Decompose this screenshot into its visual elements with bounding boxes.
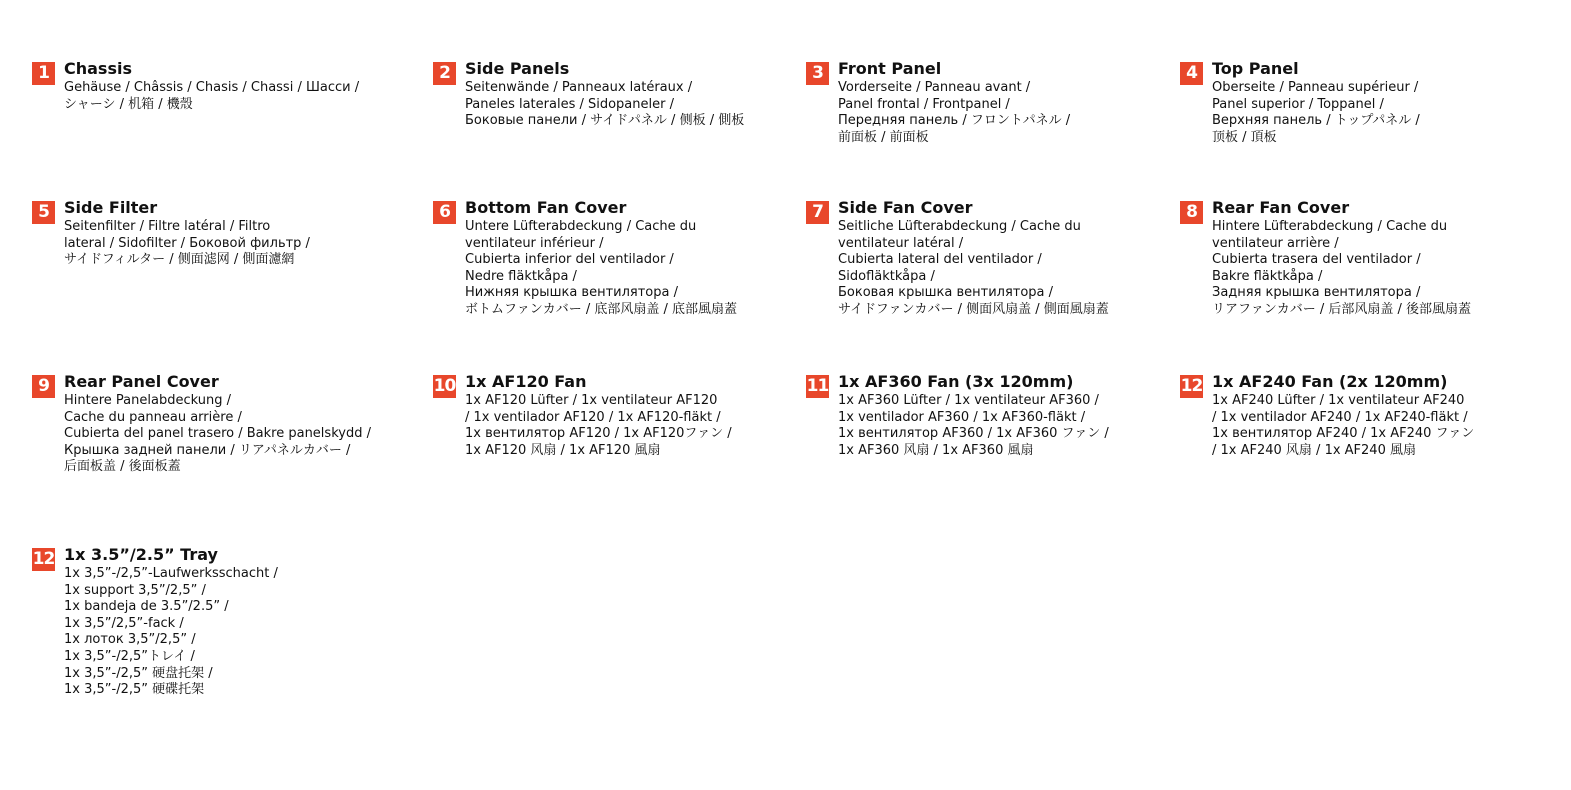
part-number-badge: 1 [32,62,55,85]
part-translations [838,80,1168,146]
part-name: 1x AF240 Fan (2x 120mm) [1212,372,1448,391]
part-translations [465,80,795,130]
translation-line: / 1x ventilador AF240 / 1x AF240-fläkt / [1212,409,1468,425]
translation-line: 后面板盖 / 後面板蓋 [64,459,181,475]
part-name: Rear Fan Cover [1212,198,1350,217]
translation-line: 1x 3,5”-/2,5”-Laufwerksschacht / [64,566,278,581]
translation-line: サイドフィルター / 侧面滤网 / 側面濾網 [64,252,295,268]
translation-line: Задняя крышка вентилятора / [1212,285,1421,301]
translation-line: Боковые панели / サイドパネル / 侧板 / 側板 [465,113,745,129]
translation-line: lateral / Sidofilter / Боковой фильтр / [64,235,310,251]
translation-line: 1x ventilador AF360 / 1x AF360-fläkt / [838,409,1086,425]
translation-line: ボトムファンカバー / 底部风扇盖 / 底部風扇蓋 [465,301,738,317]
part-number-badge: 3 [806,62,829,85]
part-number-badge: 11 [806,376,829,396]
translation-line: 1x support 3,5”/2,5” / [64,582,206,598]
part-translations [64,80,394,113]
translation-line: 1x вентилятор AF120 / 1x AF120ファン / [465,426,732,442]
part-number-badge: 6 [433,201,456,224]
part-name: Front Panel [838,59,942,78]
translation-line: 1x AF240 Lüfter / 1x ventilateur AF240 [1212,393,1465,408]
translation-line: 1x 3,5”-/2,5” 硬碟托架 [64,682,205,698]
translation-line: Seitliche Lüfterabdeckung / Cache du [838,219,1081,234]
translation-line: Hintere Panelabdeckung / [64,393,231,408]
translation-line: 1x 3,5”-/2,5”トレイ / [64,648,195,664]
translation-line: Bakre fläktkåpa / [1212,268,1323,284]
translation-line: Cubierta lateral del ventilador / [838,252,1042,268]
part-number-badge: 8 [1180,201,1203,224]
part-number-badge: 9 [32,375,55,398]
translation-line: Panel superior / Toppanel / [1212,96,1384,112]
translation-line: Крышка задней панели / リアパネルカバー / [64,442,351,458]
translation-line: 1x AF360 风扇 / 1x AF360 風扇 [838,442,1034,458]
translation-line: 1x AF360 Lüfter / 1x ventilateur AF360 / [838,393,1099,408]
part-translations [838,393,1168,459]
part-translations [1212,219,1542,319]
translation-line: 1x AF120 风扇 / 1x AF120 風扇 [465,442,661,458]
part-name: Rear Panel Cover [64,372,219,391]
translation-line: Cubierta inferior del ventilador / [465,252,674,268]
translation-line: Gehäuse / Châssis / Chasis / Chassi / Шасси / [64,80,360,95]
translation-line: Nedre fläktkåpa / [465,268,577,284]
translation-line: ventilateur latéral / [838,235,964,251]
translation-line: / 1x AF240 风扇 / 1x AF240 風扇 [1212,442,1416,458]
part-translations [1212,80,1542,146]
translation-line: 1x вентилятор AF240 / 1x AF240 ファン [1212,426,1475,442]
part-number-badge: 10 [433,376,456,396]
translation-line: 1x вентилятор AF360 / 1x AF360 ファン / [838,426,1109,442]
translation-line: サイドファンカバー / 侧面风扇盖 / 側面風扇蓋 [838,301,1109,317]
part-name: Top Panel [1212,59,1299,78]
translation-line: ventilateur inférieur / [465,235,604,251]
translation-line: 前面板 / 前面板 [838,129,929,145]
translation-line: Oberseite / Panneau supérieur / [1212,80,1419,95]
part-number-badge: 5 [32,201,55,224]
translation-line: リアファンカバー / 后部风扇盖 / 後部風扇蓋 [1212,301,1472,317]
translation-line: 1x 3,5”/2,5”-fack / [64,615,184,631]
translation-line: Untere Lüfterabdeckung / Cache du [465,219,697,234]
translation-line: Paneles laterales / Sidopaneler / [465,96,674,112]
part-name: 1x AF360 Fan (3x 120mm) [838,372,1074,391]
part-number-badge: 2 [433,62,456,85]
part-number-badge: 12 [1180,376,1203,396]
translation-line: Vorderseite / Panneau avant / [838,80,1031,95]
translation-line: Верхняя панель / トップパネル / [1212,113,1420,129]
translation-line: / 1x ventilador AF120 / 1x AF120-fläkt / [465,409,721,425]
translation-line: Cache du panneau arrière / [64,409,242,425]
part-name: 1x AF120 Fan [465,372,587,391]
translation-line: 1x AF120 Lüfter / 1x ventilateur AF120 [465,393,718,408]
part-name: Side Fan Cover [838,198,973,217]
part-translations [838,219,1168,319]
part-name: 1x 3.5”/2.5” Tray [64,545,218,564]
part-translations [465,393,795,459]
part-number-badge: 7 [806,201,829,224]
part-translations [465,219,795,319]
translation-line: Panel frontal / Frontpanel / [838,96,1010,112]
part-name: Side Filter [64,198,158,217]
translation-line: Нижняя крышка вентилятора / [465,285,678,301]
translation-line: Боковая крышка вентилятора / [838,285,1054,301]
part-translations [64,393,394,476]
part-number-badge: 4 [1180,62,1203,85]
translation-line: Hintere Lüfterabdeckung / Cache du [1212,219,1448,234]
translation-line: シャーシ / 机箱 / 機殼 [64,96,193,112]
translation-line: Seitenfilter / Filtre latéral / Filtro [64,219,271,234]
translation-line: Передняя панель / フロントパネル / [838,113,1071,129]
translation-line: Seitenwände / Panneaux latéraux / [465,80,693,95]
translation-line: 1x bandeja de 3.5”/2.5” / [64,599,229,615]
translation-line: Sidofläktkåpa / [838,268,935,284]
part-name: Chassis [64,59,132,78]
translation-line: 1x 3,5”-/2,5” 硬盘托架 / [64,665,213,681]
translation-line: 顶板 / 頂板 [1212,129,1277,145]
part-name: Bottom Fan Cover [465,198,627,217]
part-translations [64,219,394,269]
part-name: Side Panels [465,59,570,78]
translation-line: ventilateur arrière / [1212,235,1339,251]
translation-line: Cubierta del panel trasero / Bakre panelskydd / [64,426,371,442]
part-number-badge: 12 [32,549,55,569]
part-translations [1212,393,1542,459]
translation-line: 1x лоток 3,5”/2,5” / [64,632,196,648]
part-translations [64,566,394,699]
translation-line: Cubierta trasera del ventilador / [1212,252,1421,268]
